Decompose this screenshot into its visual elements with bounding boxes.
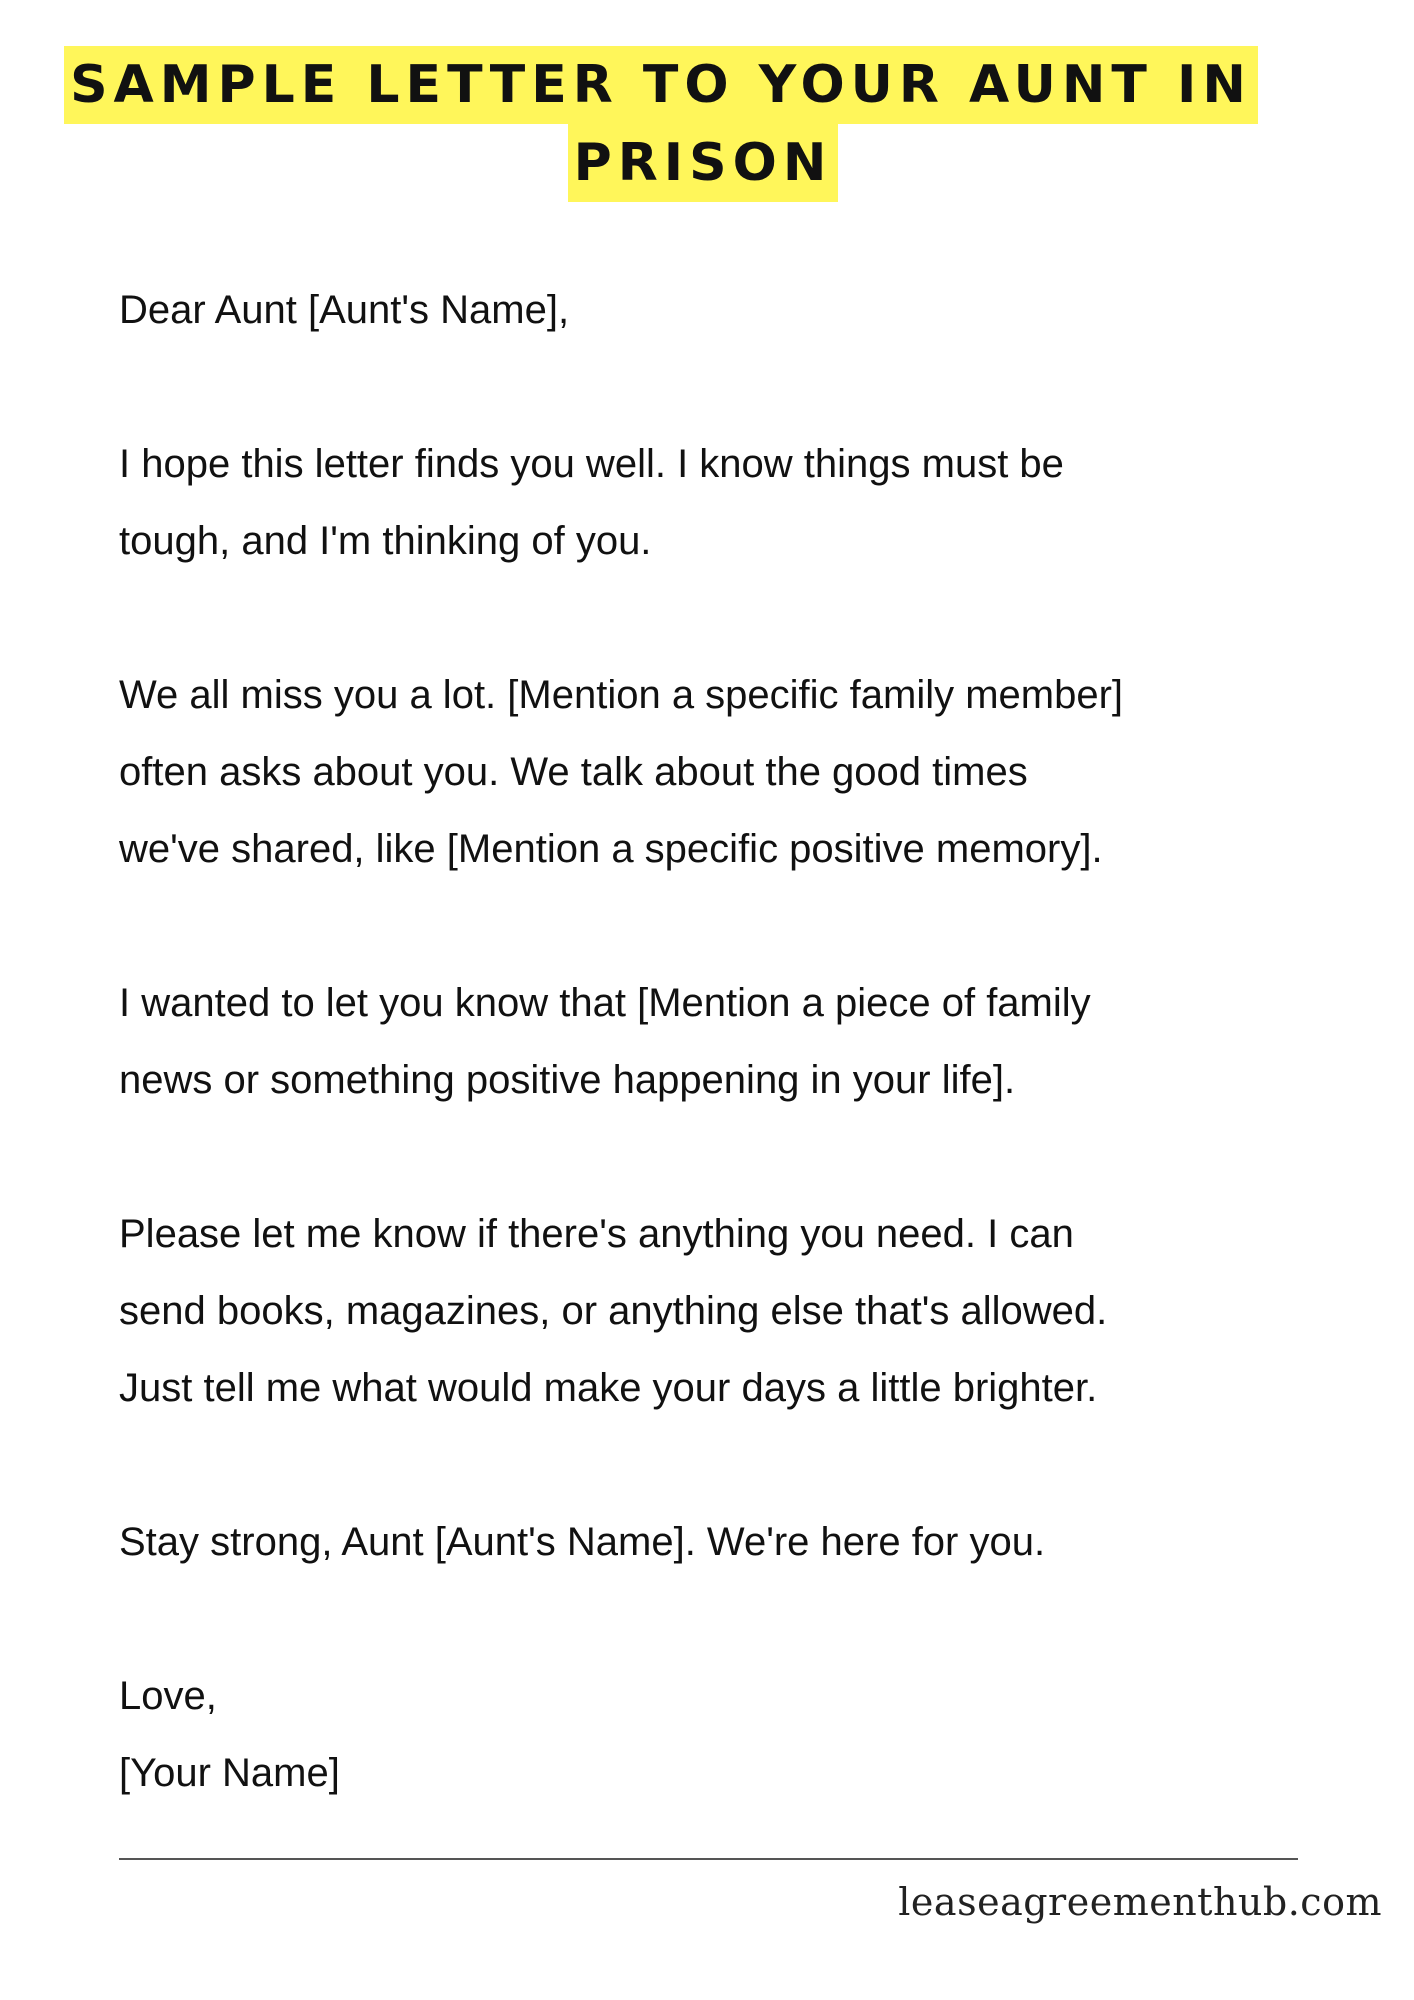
signoff: Love, [119,1674,217,1718]
paragraph-3 [119,965,1359,1119]
salutation-text: Dear Aunt [Aunt's Name], [119,288,570,332]
letter-body [119,272,1359,1889]
paragraph-2 [119,657,1359,888]
signature-block [119,1658,1359,1812]
document-title [0,46,1414,202]
paragraph-2-line-1: We all miss you a lot. [Mention a specific family member] [119,673,1124,717]
paragraph-3-line-1: I wanted to let you know that [Mention a piece of family [119,981,1091,1025]
title-line-1: SAMPLE LETTER TO YOUR AUNT IN [64,46,1258,124]
paragraph-4-line-2: send books, magazines, or anything else that's allowed. [119,1289,1108,1333]
title-line-2: PRISON [568,124,839,202]
paragraph-1-line-1: I hope this letter finds you well. I know things must be [119,442,1064,486]
salutation [119,272,1359,349]
footer-divider [119,1858,1298,1860]
paragraph-3-line-2: news or something positive happening in your life]. [119,1058,1016,1102]
closing-paragraph [119,1504,1359,1581]
signature: [Your Name] [119,1751,340,1795]
paragraph-1 [119,426,1359,580]
paragraph-4 [119,1196,1359,1427]
closing-line: Stay strong, Aunt [Aunt's Name]. We're here for you. [119,1520,1046,1564]
paragraph-2-line-3: we've shared, like [Mention a specific positive memory]. [119,827,1103,871]
paragraph-1-line-2: tough, and I'm thinking of you. [119,519,652,563]
footer-website: leaseagreementhub.com [898,1880,1382,1924]
paragraph-4-line-1: Please let me know if there's anything you need. I can [119,1212,1074,1256]
paragraph-4-line-3: Just tell me what would make your days a little brighter. [119,1366,1098,1410]
paragraph-2-line-2: often asks about you. We talk about the good times [119,750,1028,794]
